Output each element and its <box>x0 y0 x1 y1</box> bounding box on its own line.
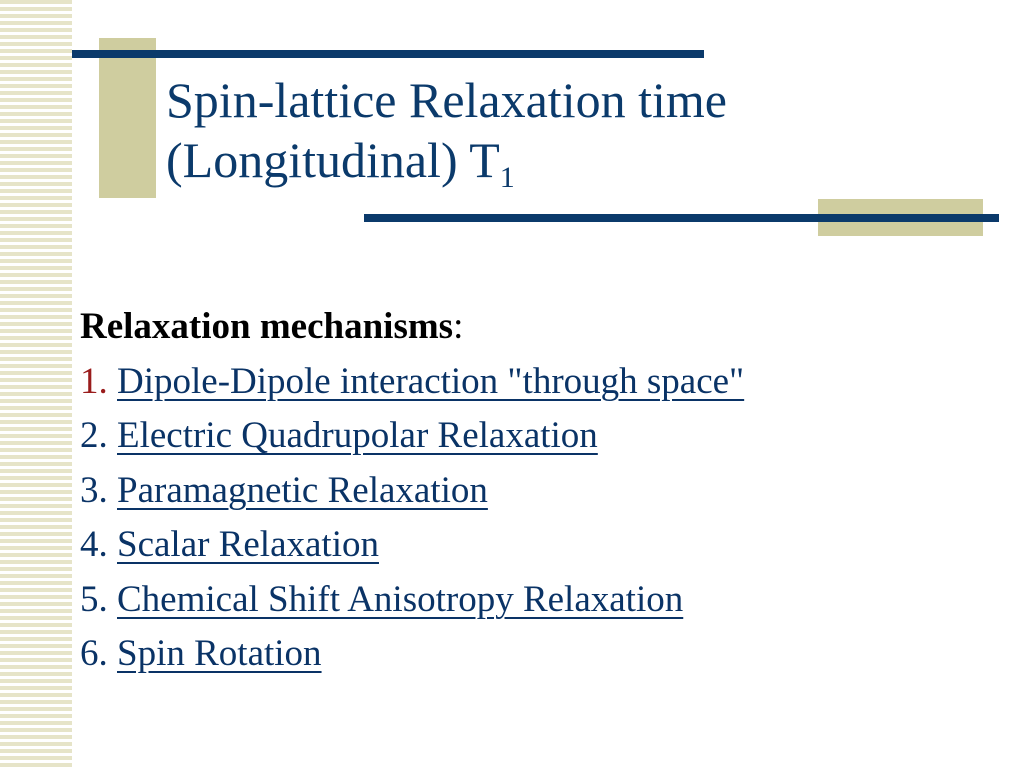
mechanism-link-spin-rotation[interactable]: Spin Rotation <box>117 633 322 674</box>
mechanism-number: 1. <box>80 360 108 402</box>
mechanism-number: 5. <box>80 578 108 620</box>
mechanism-link-scalar[interactable]: Scalar Relaxation <box>117 524 379 565</box>
title-top-rule <box>72 50 704 58</box>
slide-title-subscript: 1 <box>499 161 515 194</box>
decorative-stripe-band <box>0 0 72 768</box>
mechanism-link-chemical-shift-anisotropy[interactable]: Chemical Shift Anisotropy Relaxation <box>117 578 684 620</box>
slide-title <box>166 70 926 194</box>
mechanism-link-electric-quadrupolar[interactable]: Electric Quadrupolar Relaxation <box>117 415 598 456</box>
mechanism-item-4 <box>80 518 980 573</box>
title-bottom-rule <box>364 214 999 222</box>
mechanism-link-paramagnetic[interactable]: Paramagnetic Relaxation <box>117 469 488 511</box>
mechanism-number: 6. <box>80 633 108 674</box>
mechanism-number: 3. <box>80 469 108 511</box>
mechanism-item-2 <box>80 409 980 464</box>
mechanism-number: 2. <box>80 415 108 456</box>
slide-title-line2-text: (Longitudinal) T <box>166 132 500 188</box>
mechanism-item-3 <box>80 464 980 519</box>
mechanism-item-1 <box>80 355 980 410</box>
slide-title-line1: Spin-lattice Relaxation time <box>166 72 727 128</box>
slide-title-line2 <box>166 130 926 194</box>
mechanisms-heading <box>80 300 980 355</box>
mechanism-item-5 <box>80 573 980 628</box>
mechanism-item-6 <box>80 627 980 682</box>
mechanism-number: 4. <box>80 524 108 565</box>
decorative-tan-block-left <box>99 38 156 198</box>
mechanisms-heading-colon: : <box>453 306 464 347</box>
slide-body <box>80 300 980 682</box>
mechanism-link-dipole-dipole[interactable]: Dipole-Dipole interaction "through space" <box>117 360 745 402</box>
mechanisms-heading-text: Relaxation mechanisms <box>80 306 454 347</box>
